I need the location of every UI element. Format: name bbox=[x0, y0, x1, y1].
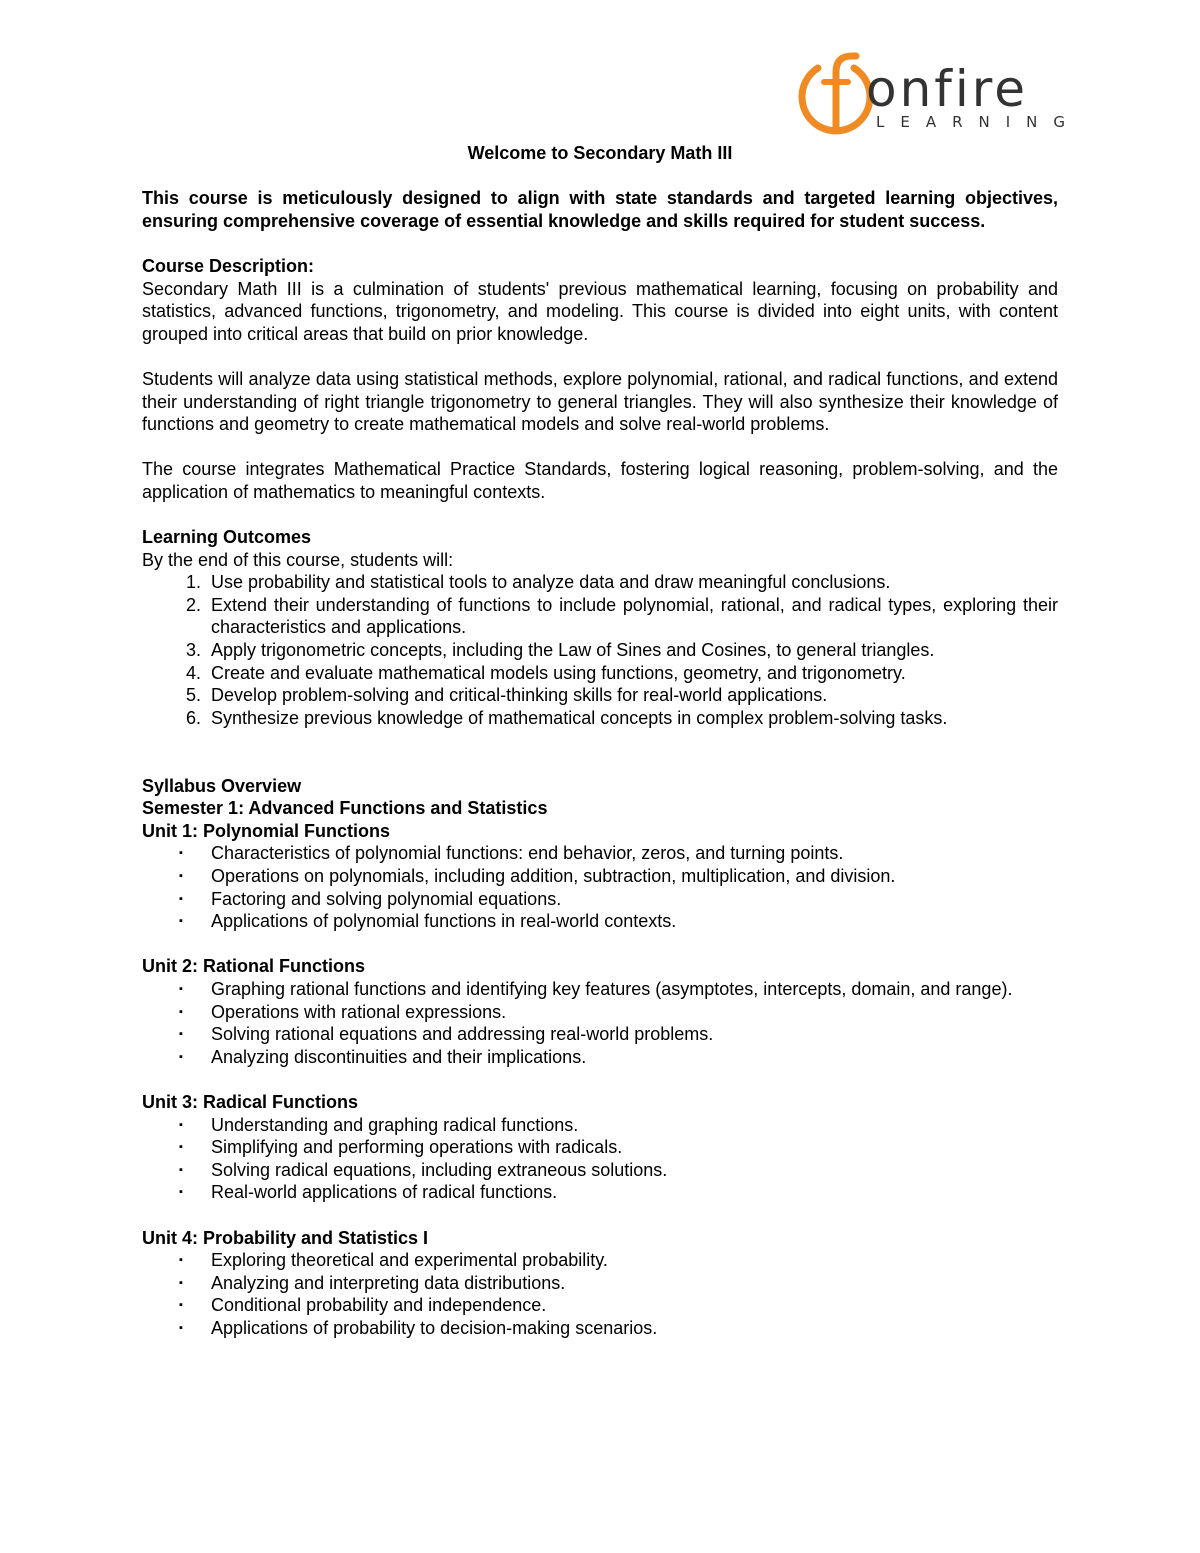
list-item: ▪ Applications of probability to decision-making scenarios. bbox=[142, 1317, 1058, 1340]
list-item: ▪ Understanding and graphing radical functions. bbox=[142, 1114, 1058, 1137]
list-item: ▪ Solving rational equations and addressing real-world problems. bbox=[142, 1023, 1058, 1046]
syllabus-heading: Syllabus Overview bbox=[142, 775, 302, 796]
page-title: Welcome to Secondary Math III bbox=[467, 143, 733, 163]
list-item: 1. Use probability and statistical tools to analyze data and draw meaningful conclusions. bbox=[211, 571, 1058, 594]
list-item: ▪ Analyzing discontinuities and their implications. bbox=[142, 1046, 1058, 1069]
list-item: ▪ Analyzing and interpreting data distributions. bbox=[142, 1272, 1058, 1295]
spacer bbox=[142, 729, 1058, 774]
list-item: ▪ Real-world applications of radical functions. bbox=[142, 1181, 1058, 1204]
list-item: 5. Develop problem-solving and critical-thinking skills for real-world applications. bbox=[211, 684, 1058, 707]
course-description-paragraph: Students will analyze data using statistical methods, explore polynomial, rational, and radical functions, and extend their understanding of right triangle trigonometry to general triangles. They will also synthesize their knowledge of functions and geometry to create mathematical models and solve real-world problems. bbox=[142, 368, 1058, 435]
learning-outcomes-list bbox=[142, 571, 1058, 729]
list-item: ▪ Exploring theoretical and experimental probability. bbox=[142, 1249, 1058, 1272]
learning-outcomes-heading: Learning Outcomes bbox=[142, 527, 312, 548]
intro-paragraph: This course is meticulously designed to align with state standards and targeted learning objectives, ensuring comprehensive coverage of essential knowledge and skills required for student success. bbox=[142, 188, 1058, 231]
list-item: 2. Extend their understanding of functions to include polynomial, rational, and radical types, exploring their characteristics and applications. bbox=[211, 594, 1058, 639]
list-item: ▪ Operations with rational expressions. bbox=[142, 1001, 1058, 1024]
logo-wordmark: onfire bbox=[866, 60, 1028, 118]
semester-heading: Semester 1: Advanced Functions and Statistics bbox=[142, 798, 548, 819]
unit-topic-list bbox=[142, 1249, 1058, 1339]
unit-topic-list bbox=[142, 1114, 1058, 1204]
list-item: ▪ Operations on polynomials, including addition, subtraction, multiplication, and division. bbox=[142, 865, 1058, 888]
learning-outcomes-lead: By the end of this course, students will: bbox=[142, 549, 454, 570]
logo-subtitle: LEARNING bbox=[876, 113, 1082, 131]
list-item: ▪ Applications of polynomial functions in real-world contexts. bbox=[142, 910, 1058, 933]
unit-topic-list bbox=[142, 842, 1058, 932]
list-item: ▪ Conditional probability and independence. bbox=[142, 1294, 1058, 1317]
course-description-paragraph: Secondary Math III is a culmination of students' previous mathematical learning, focusing on probability and statistics, advanced functions, trigonometry, and modeling. This course is divided into eight units, with content grouped into critical areas that build on prior knowledge. bbox=[142, 278, 1058, 344]
list-item: 6. Synthesize previous knowledge of mathematical concepts in complex problem-solving tasks. bbox=[211, 707, 1058, 730]
unit-heading: Unit 2: Rational Functions bbox=[142, 956, 365, 977]
list-item: ▪ Solving radical equations, including extraneous solutions. bbox=[142, 1159, 1058, 1182]
course-description-paragraph: The course integrates Mathematical Practice Standards, fostering logical reasoning, problem-solving, and the application of mathematics to meaningful contexts. bbox=[142, 459, 1058, 502]
list-item: 3. Apply trigonometric concepts, including the Law of Sines and Cosines, to general triangles. bbox=[211, 639, 1058, 662]
power-icon bbox=[802, 56, 870, 131]
unit-heading: Unit 3: Radical Functions bbox=[142, 1091, 359, 1112]
unit-topic-list bbox=[142, 978, 1058, 1068]
list-item: ▪ Graphing rational functions and identifying key features (asymptotes, intercepts, domain, and range). bbox=[142, 978, 1058, 1001]
unit-heading: Unit 1: Polynomial Functions bbox=[142, 820, 391, 841]
unit-heading: Unit 4: Probability and Statistics I bbox=[142, 1227, 429, 1248]
list-item: ▪ Factoring and solving polynomial equations. bbox=[142, 888, 1058, 911]
course-description-heading: Course Description: bbox=[142, 255, 315, 276]
document-body bbox=[142, 142, 1058, 1362]
list-item: 4. Create and evaluate mathematical models using functions, geometry, and trigonometry. bbox=[211, 662, 1058, 685]
list-item: ▪ Characteristics of polynomial functions: end behavior, zeros, and turning points. bbox=[142, 842, 1058, 865]
onfire-learning-logo bbox=[796, 50, 1082, 132]
list-item: ▪ Simplifying and performing operations with radicals. bbox=[142, 1136, 1058, 1159]
